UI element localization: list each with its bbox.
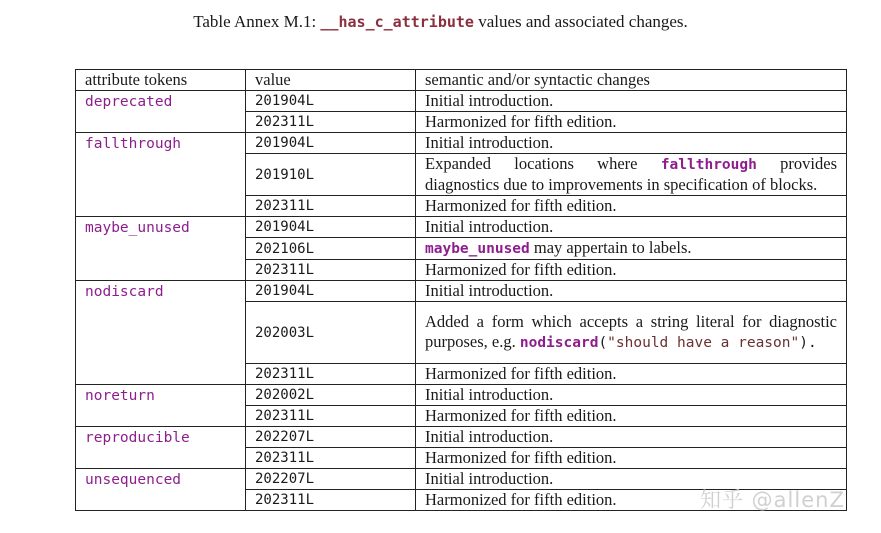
attr-reproducible: reproducible (76, 427, 246, 469)
watermark: 知乎 @allenZ (700, 488, 845, 512)
change-cell: Initial introduction. (416, 91, 847, 112)
paren-close: ). (799, 335, 817, 351)
change-text: Expanded locations where (425, 154, 661, 173)
value-cell: 201904L (246, 217, 416, 238)
change-cell: Harmonized for fifth edition. (416, 448, 847, 469)
caption-suffix: values and associated changes. (473, 12, 688, 31)
keyword-fallthrough: fallthrough (660, 157, 757, 173)
change-cell: Initial introduction. (416, 217, 847, 238)
value-cell: 201904L (246, 91, 416, 112)
change-cell: Initial introduction. (416, 469, 847, 490)
value-cell: 202311L (246, 448, 416, 469)
value-cell: 202002L (246, 385, 416, 406)
change-cell (416, 302, 847, 364)
string-literal: "should have a reason" (607, 335, 800, 351)
change-cell: Initial introduction. (416, 427, 847, 448)
change-text: provides diagnostics due to improvements in specification of blocks. (425, 154, 838, 194)
change-cell (416, 154, 847, 196)
keyword-nodiscard: nodiscard (519, 335, 599, 351)
attr-fallthrough: fallthrough (76, 133, 246, 217)
table-row (76, 281, 847, 302)
attr-deprecated: deprecated (76, 91, 246, 133)
value-cell: 201904L (246, 281, 416, 302)
change-cell: Initial introduction. (416, 281, 847, 302)
table-row (76, 217, 847, 238)
table-row (76, 91, 847, 112)
change-text: Added a form which accepts a string literal for diagnostic purposes, e.g. (425, 312, 837, 351)
attr-maybe-unused: maybe_unused (76, 217, 246, 281)
value-cell: 202311L (246, 196, 416, 217)
caption-code: __has_c_attribute (320, 13, 474, 31)
value-cell: 201904L (246, 133, 416, 154)
attr-noreturn: noreturn (76, 385, 246, 427)
caption-prefix: Table Annex M.1: (193, 12, 321, 31)
value-cell: 202207L (246, 469, 416, 490)
header-semantic-changes: semantic and/or syntactic changes (416, 70, 847, 91)
annex-table (75, 69, 847, 511)
value-cell: 202311L (246, 364, 416, 385)
change-cell: Harmonized for fifth edition. (416, 364, 847, 385)
table-caption (0, 12, 881, 32)
header-row (76, 70, 847, 91)
change-cell (416, 238, 847, 260)
change-cell: Harmonized for fifth edition. (416, 260, 847, 281)
change-cell: Harmonized for fifth edition. (416, 490, 847, 511)
keyword-maybe-unused: maybe_unused (425, 241, 530, 257)
attr-nodiscard: nodiscard (76, 281, 246, 385)
change-text: may appertain to labels. (529, 238, 692, 257)
change-cell: Initial introduction. (416, 133, 847, 154)
value-cell: 202311L (246, 490, 416, 511)
header-value: value (246, 70, 416, 91)
value-cell: 202311L (246, 406, 416, 427)
change-cell: Harmonized for fifth edition. (416, 196, 847, 217)
value-cell: 202207L (246, 427, 416, 448)
change-cell: Initial introduction. (416, 385, 847, 406)
change-cell: Harmonized for fifth edition. (416, 112, 847, 133)
table-row (76, 133, 847, 154)
table-row (76, 385, 847, 406)
header-attribute-tokens: attribute tokens (76, 70, 246, 91)
value-cell: 201910L (246, 154, 416, 196)
table-row (76, 427, 847, 448)
value-cell: 202311L (246, 260, 416, 281)
value-cell: 202311L (246, 112, 416, 133)
change-cell: Harmonized for fifth edition. (416, 406, 847, 427)
paren-open: ( (598, 335, 608, 351)
attr-unsequenced: unsequenced (76, 469, 246, 511)
value-cell: 202106L (246, 238, 416, 260)
value-cell: 202003L (246, 302, 416, 364)
